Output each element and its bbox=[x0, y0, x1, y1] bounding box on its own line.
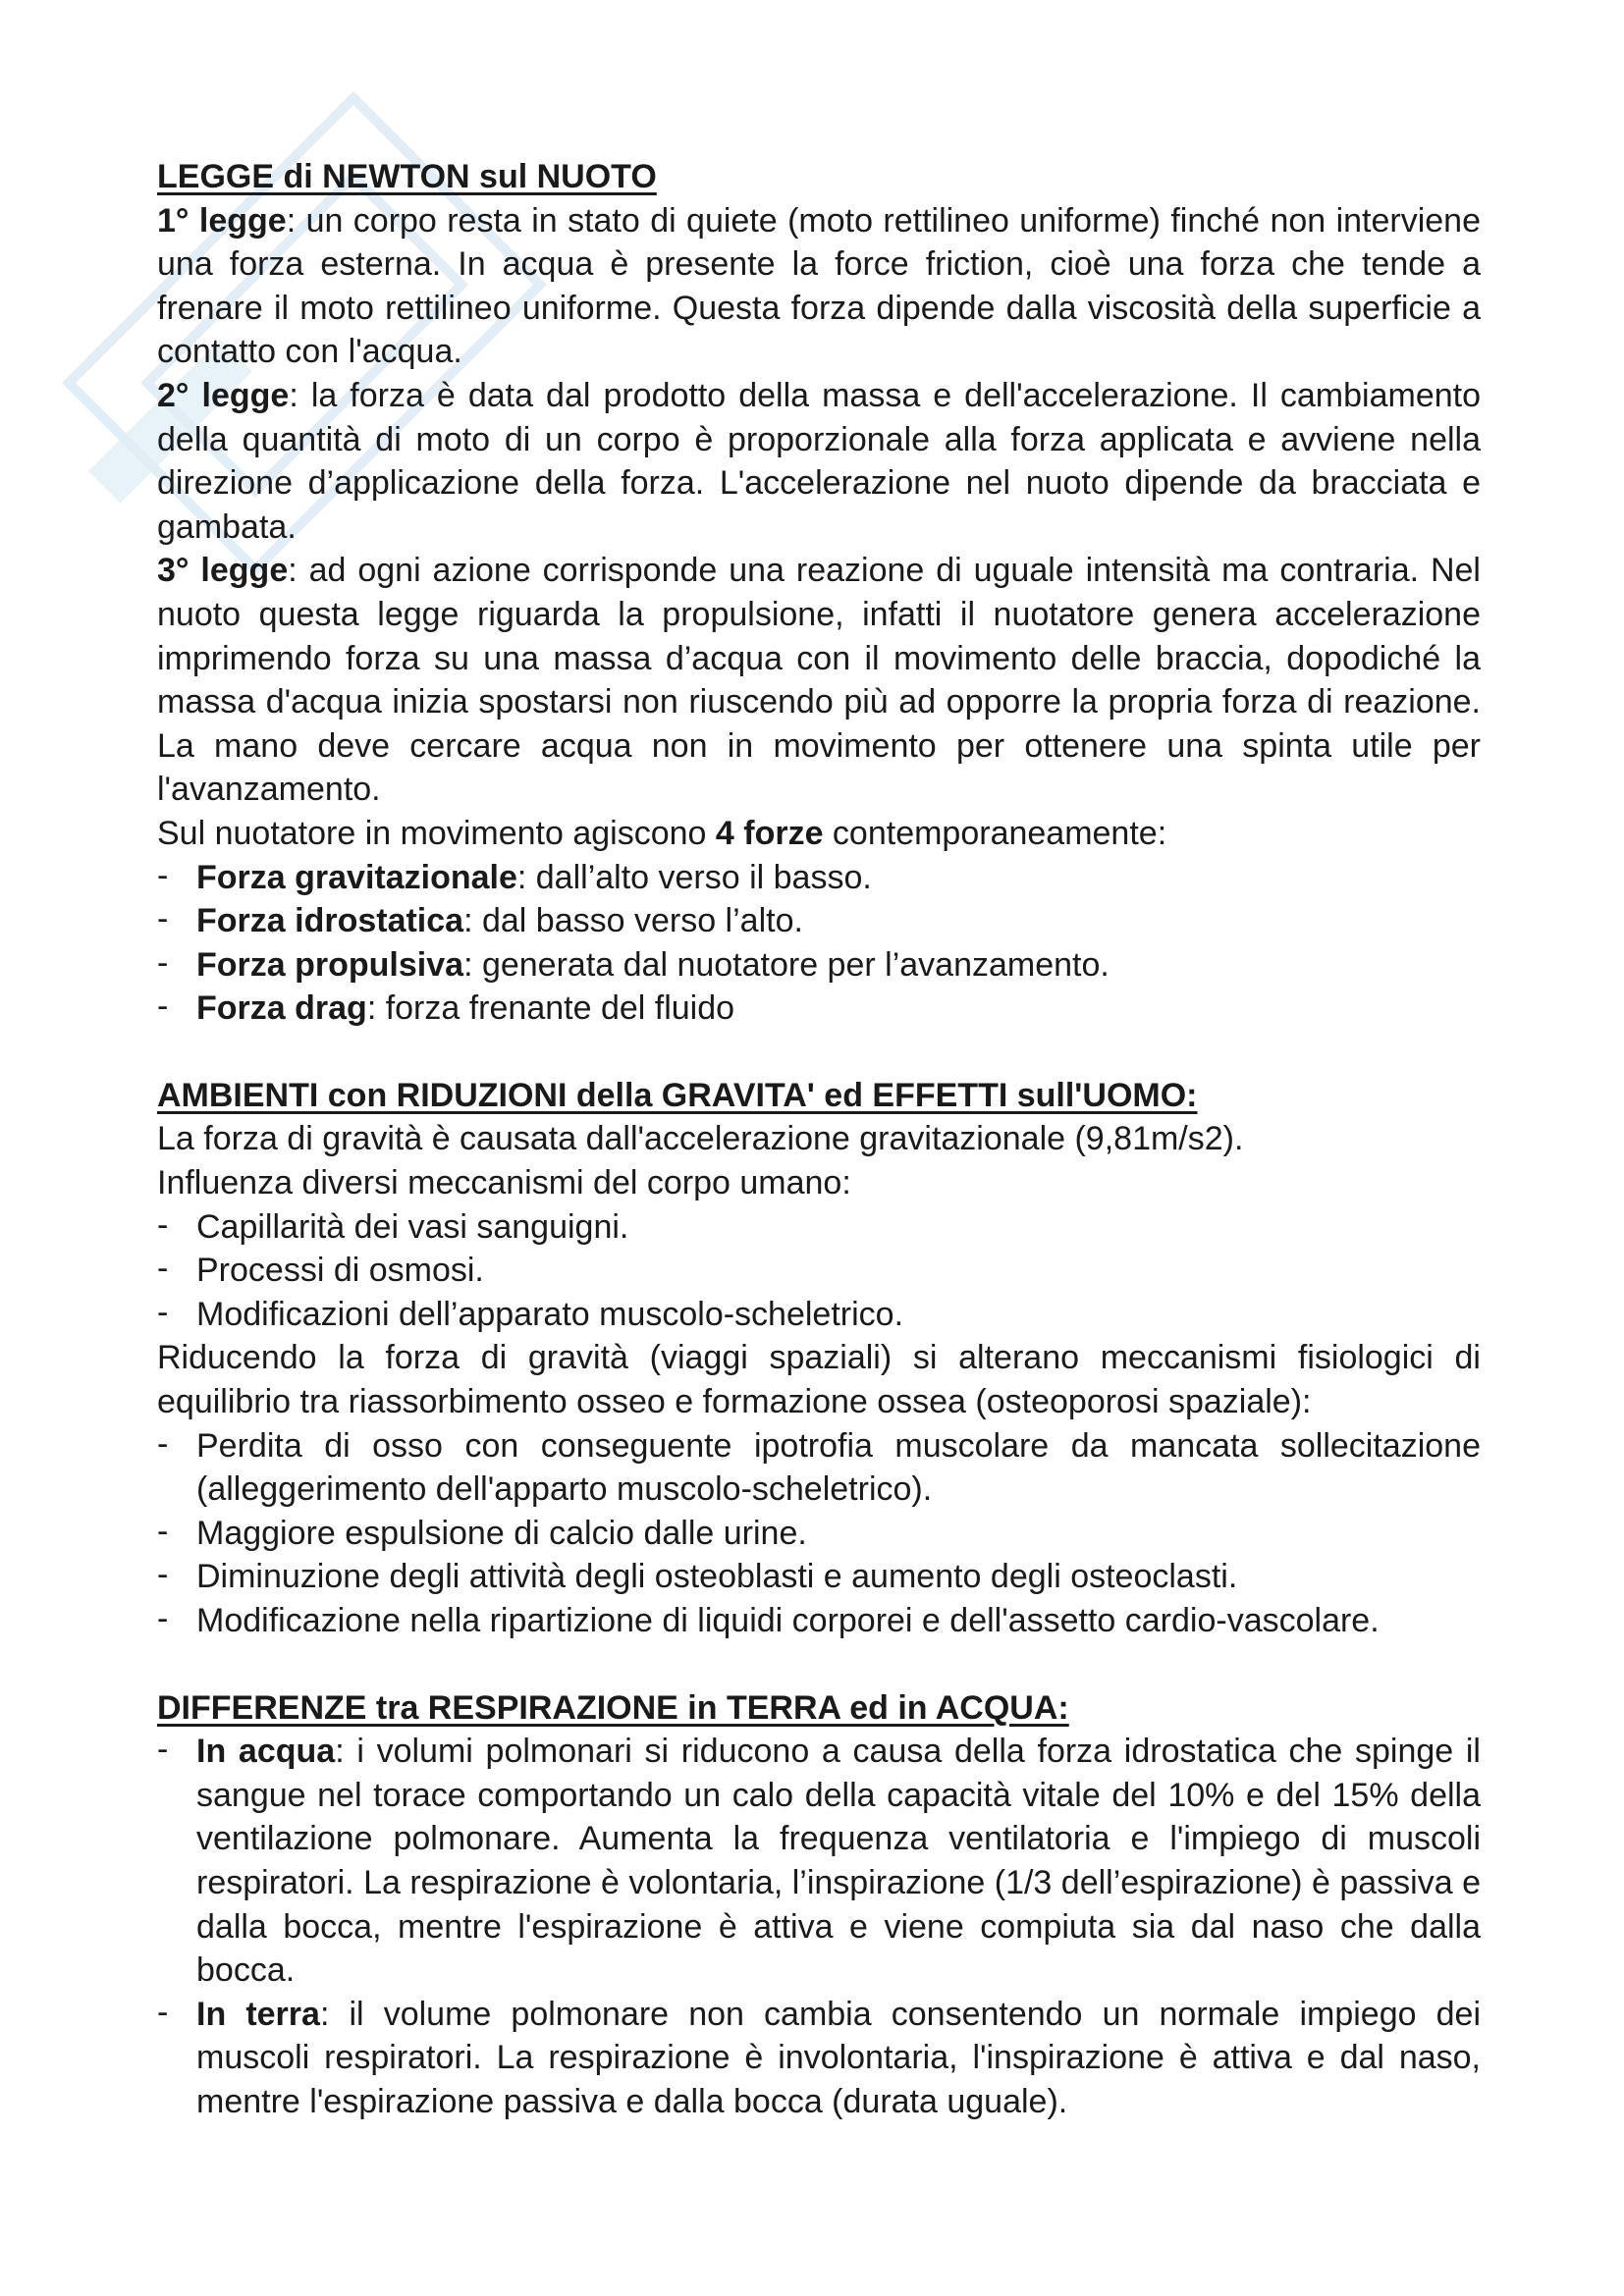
section-title-gravity: AMBIENTI con RIDUZIONI della GRAVITA' ed EFFETTI sull'UOMO: bbox=[157, 1076, 1198, 1114]
force-name: Forza propulsiva bbox=[196, 945, 464, 984]
list-item: - Diminuzione degli attività degli osteoblasti e aumento degli osteoclasti. bbox=[157, 1555, 1481, 1599]
law-1-paragraph bbox=[157, 199, 1481, 374]
breathing-water-label: In acqua bbox=[196, 1733, 336, 1771]
forces-count: 4 forze bbox=[715, 814, 824, 852]
gravity-line-2: Influenza diversi meccanismi del corpo umano: bbox=[157, 1164, 851, 1202]
list-item-force-drag bbox=[157, 987, 1481, 1031]
forces-list bbox=[157, 856, 1481, 1031]
gravity-line-1: La forza di gravità è causata dall'accelerazione gravitazionale (9,81m/s2). bbox=[157, 1120, 1244, 1158]
law-1-label: 1° legge bbox=[157, 201, 287, 240]
law-3-text: : ad ogni azione corrisponde una reazione di uguale intensità ma contraria. Nel nuoto questa legge riguarda la propulsione, infatti il nuotatore genera accelerazione imprimendo forza su una massa d’acqua con il movimento delle braccia, dopodiché la massa d'acqua inizia spostarsi non riuscendo più ad opporre la propria forza di reazione. La mano deve cercare acqua non in movimento per ottenere una spinta utile per l'avanzamento. bbox=[157, 552, 1481, 809]
forces-intro-post: contemporaneamente: bbox=[823, 814, 1167, 852]
forces-intro-pre: Sul nuotatore in movimento agiscono bbox=[157, 814, 716, 852]
breathing-land-label: In terra bbox=[196, 1995, 320, 2033]
list-item: - Capillarità dei vasi sanguigni. bbox=[157, 1205, 1481, 1250]
list-item-land bbox=[157, 1993, 1481, 2124]
force-desc: : dal basso verso l’alto. bbox=[463, 902, 803, 940]
list-item: - Modificazioni dell’apparato muscolo-scheletrico. bbox=[157, 1293, 1481, 1337]
forces-intro bbox=[157, 812, 1481, 856]
breathing-land-text: : il volume polmonare non cambia consentendo un normale impiego dei muscoli respiratori. La respirazione è involontaria, l'inspirazione è attiva e dal naso, mentre l'espirazione passiva e dalla bocca (durata uguale). bbox=[196, 1995, 1482, 2120]
force-name: Forza drag bbox=[196, 989, 367, 1028]
law-3-paragraph bbox=[157, 549, 1481, 812]
list-item: - Perdita di osso con conseguente ipotrofia muscolare da mancata sollecitazione (alleggerimento dell'apparto muscolo-scheletrico). bbox=[157, 1424, 1481, 1512]
list-item-force-gravitational bbox=[157, 856, 1481, 900]
list-item: - Processi di osmosi. bbox=[157, 1249, 1481, 1293]
gravity-mechanisms-list bbox=[157, 1205, 1481, 1337]
law-2-paragraph bbox=[157, 374, 1481, 549]
section-spacer bbox=[157, 1031, 1481, 1074]
section-spacer bbox=[157, 1643, 1481, 1686]
section-title-breathing: DIFFERENZE tra RESPIRAZIONE in TERRA ed in ACQUA: bbox=[157, 1688, 1069, 1727]
list-item-force-hydrostatic bbox=[157, 899, 1481, 943]
gravity-paragraph: Riducendo la forza di gravità (viaggi spaziali) si alterano meccanismi fisiologici di equilibrio tra riassorbimento osseo e formazione ossea (osteoporosi spaziale): bbox=[157, 1339, 1481, 1421]
law-1-text: : un corpo resta in stato di quiete (moto rettilineo uniforme) finché non interviene una forza esterna. In acqua è presente la force friction, cioè una forza che tende a frenare il moto rettilineo uniforme. Questa forza dipende dalla viscosità della superficie a contatto con l'acqua. bbox=[157, 201, 1481, 371]
law-2-text: : la forza è data dal prodotto della massa e dell'accelerazione. Il cambiamento della quantità di moto di un corpo è proporzionale alla forza applicata e avviene nella direzione d’applicazione della forza. L'accelerazione nel nuoto dipende da bracciata e gambata. bbox=[157, 376, 1481, 546]
list-item: - Modificazione nella ripartizione di liquidi corporei e dell'assetto cardio-vascolare. bbox=[157, 1599, 1481, 1643]
force-desc: : forza frenante del fluido bbox=[366, 989, 735, 1028]
force-name: Forza gravitazionale bbox=[196, 858, 517, 896]
breathing-water-text: : i volumi polmonari si riducono a causa della forza idrostatica che spinge il sangue nel torace comportando un calo della capacità vitale del 10% e del 15% della ventilazione polmonare. Aumenta la frequenza ventilatoria e l'impiego di muscoli respiratori. La respirazione è volontaria, l’inspirazione (1/3 dell’espirazione) è passiva e dalla bocca, mentre l'espirazione è attiva e viene compiuta sia dal naso che dalla bocca. bbox=[196, 1733, 1481, 1990]
section-title-newton: LEGGE di NEWTON sul NUOTO bbox=[157, 158, 657, 195]
law-3-label: 3° legge bbox=[157, 552, 289, 590]
law-2-label: 2° legge bbox=[157, 376, 290, 414]
force-desc: : generata dal nuotatore per l’avanzamento. bbox=[463, 945, 1110, 984]
gravity-effects-list bbox=[157, 1424, 1481, 1643]
document-page bbox=[157, 155, 1481, 2124]
force-name: Forza idrostatica bbox=[196, 902, 464, 940]
list-item-force-propulsive bbox=[157, 943, 1481, 988]
list-item-water bbox=[157, 1730, 1481, 1993]
list-item: - Maggiore espulsione di calcio dalle urine. bbox=[157, 1512, 1481, 1556]
force-desc: : dall’alto verso il basso. bbox=[516, 858, 872, 896]
breathing-list bbox=[157, 1730, 1481, 2123]
